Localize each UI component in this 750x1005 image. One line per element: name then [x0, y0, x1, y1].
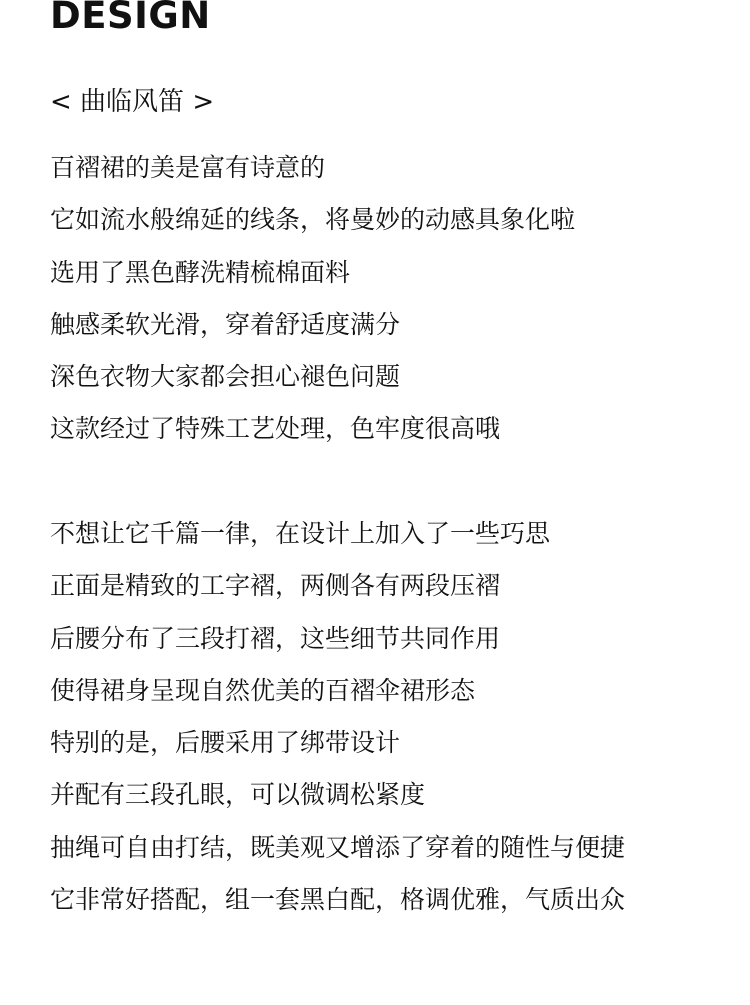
text-line: 正面是精致的工字褶，两侧各有两段压褶 [50, 571, 501, 601]
text-line: 使得裙身呈现自然优美的百褶伞裙形态 [50, 675, 476, 705]
text-line: 它非常好搭配，组一套黑白配，格调优雅，气质出众 [50, 885, 626, 915]
text-line: 并配有三段孔眼，可以微调松紧度 [50, 780, 426, 810]
text-line: 后腰分布了三段打褶，这些细节共同作用 [50, 623, 501, 653]
text-line: 深色衣物大家都会担心褪色问题 [50, 362, 401, 392]
text-line: 抽绳可自由打结，既美观又增添了穿着的随性与便捷 [50, 832, 626, 862]
text-line: 不想让它千篇一律，在设计上加入了一些巧思 [50, 519, 551, 548]
text-line: 百褶裙的美是富有诗意的 [50, 153, 326, 182]
text-line: 这款经过了特殊工艺处理，色牢度很高哦 [50, 414, 501, 444]
section-heading: DESIGN [50, 0, 211, 37]
product-subtitle: < 曲临风笛 > [50, 87, 215, 117]
paragraph-intro [50, 142, 575, 456]
text-line: 它如流水般绵延的线条，将曼妙的动感具象化啦 [50, 205, 576, 235]
text-line: 选用了黑色酵洗精梳棉面料 [50, 257, 351, 287]
text-line: 特别的是，后腰采用了绑带设计 [50, 728, 401, 758]
paragraph-details [50, 508, 625, 926]
text-line: 触感柔软光滑，穿着舒适度满分 [50, 309, 401, 339]
